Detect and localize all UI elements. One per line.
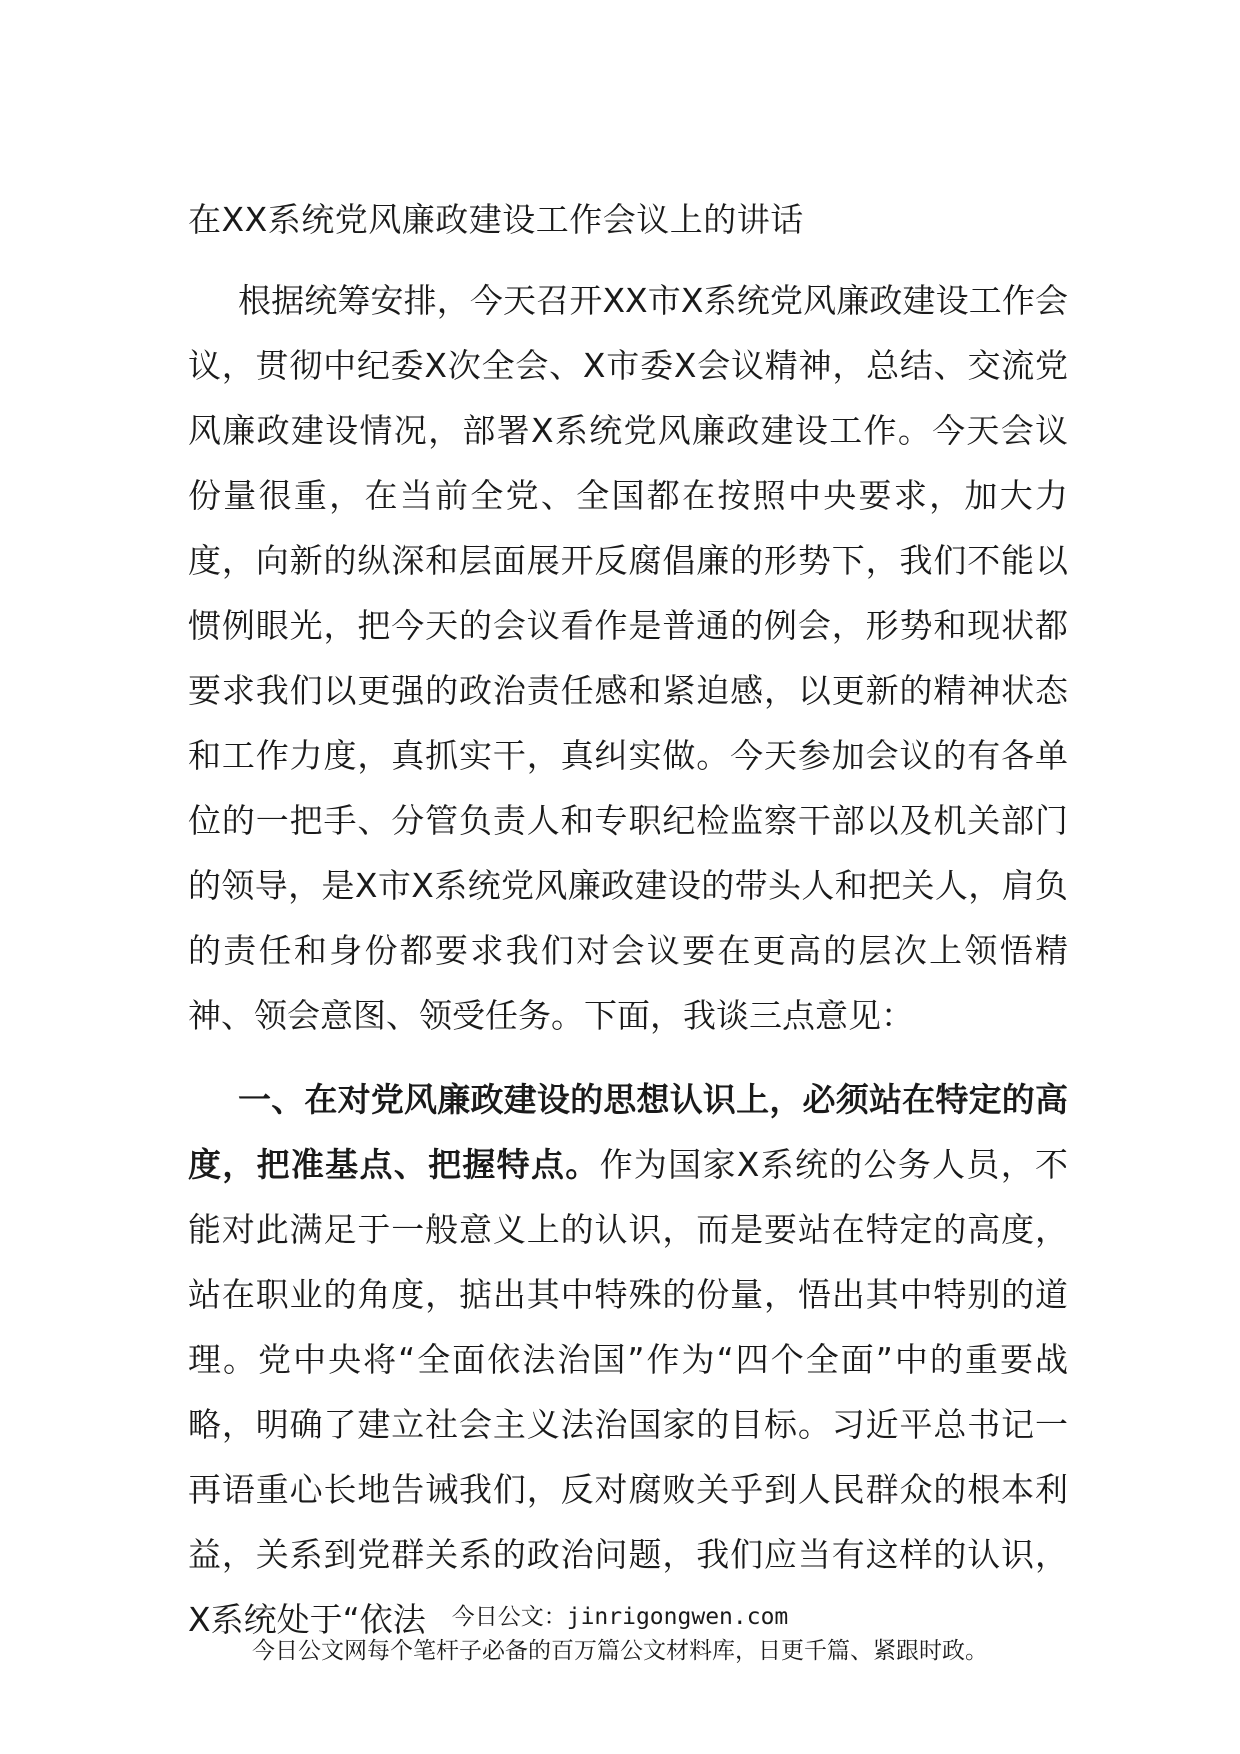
section-one-body: 作为国家X系统的公务人员，不能对此满足于一般意义上的认识，而是要站在特定的高度，站在职业的角度，掂出其中特殊的份量，悟出其中特别的道理。党中央将“全面依法治国”作为“四个全面”中的重要战略，明确了建立社会主义法治国家的目标。习近平总书记一再语重心长地告诫我们，反对腐败关乎到人民群众的根本利益，关系到党群关系的政治问题，我们应当有这样的认识，X系统处于“依法 [188, 1145, 1069, 1639]
section-one-heading: 一、在对党风廉政建设的思想认识上，必须站在特定的高度，把准基点、把握特点。 [188, 1080, 1068, 1184]
paragraph-section-one [188, 1067, 1068, 1652]
footer-site-url[interactable]: jinrigongwen.com [566, 1604, 789, 1630]
footer-site-label: 今日公文： [451, 1604, 567, 1630]
document-title: 在XX系统党风廉政建设工作会议上的讲话 [188, 200, 804, 239]
footer-site-line [0, 1602, 1240, 1632]
paragraph-intro: 根据统筹安排，今天召开XX市X系统党风廉政建设工作会议，贯彻中纪委X次全会、X市委X会议精神，总结、交流党风廉政建设情况，部署X系统党风廉政建设工作。今天会议份量很重，在当前全党、全国都在按照中央要求，加大力度，向新的纵深和层面展开反腐倡廉的形势下，我们不能以惯例眼光，把今天的会议看作是普通的例会，形势和现状都要求我们以更强的政治责任感和紧迫感，以更新的精神状态和工作力度，真抓实干，真纠实做。今天参加会议的有各单位的一把手、分管负责人和专职纪检监察干部以及机关部门的领导，是X市X系统党风廉政建设的带头人和把关人，肩负的责任和身份都要求我们对会议要在更高的层次上领悟精神、领会意图、领受任务。下面，我谈三点意见： [188, 281, 1068, 1035]
footer-slogan: 今日公文网每个笔杆子必备的百万篇公文材料库，日更千篇、紧跟时政。 [252, 1638, 988, 1664]
